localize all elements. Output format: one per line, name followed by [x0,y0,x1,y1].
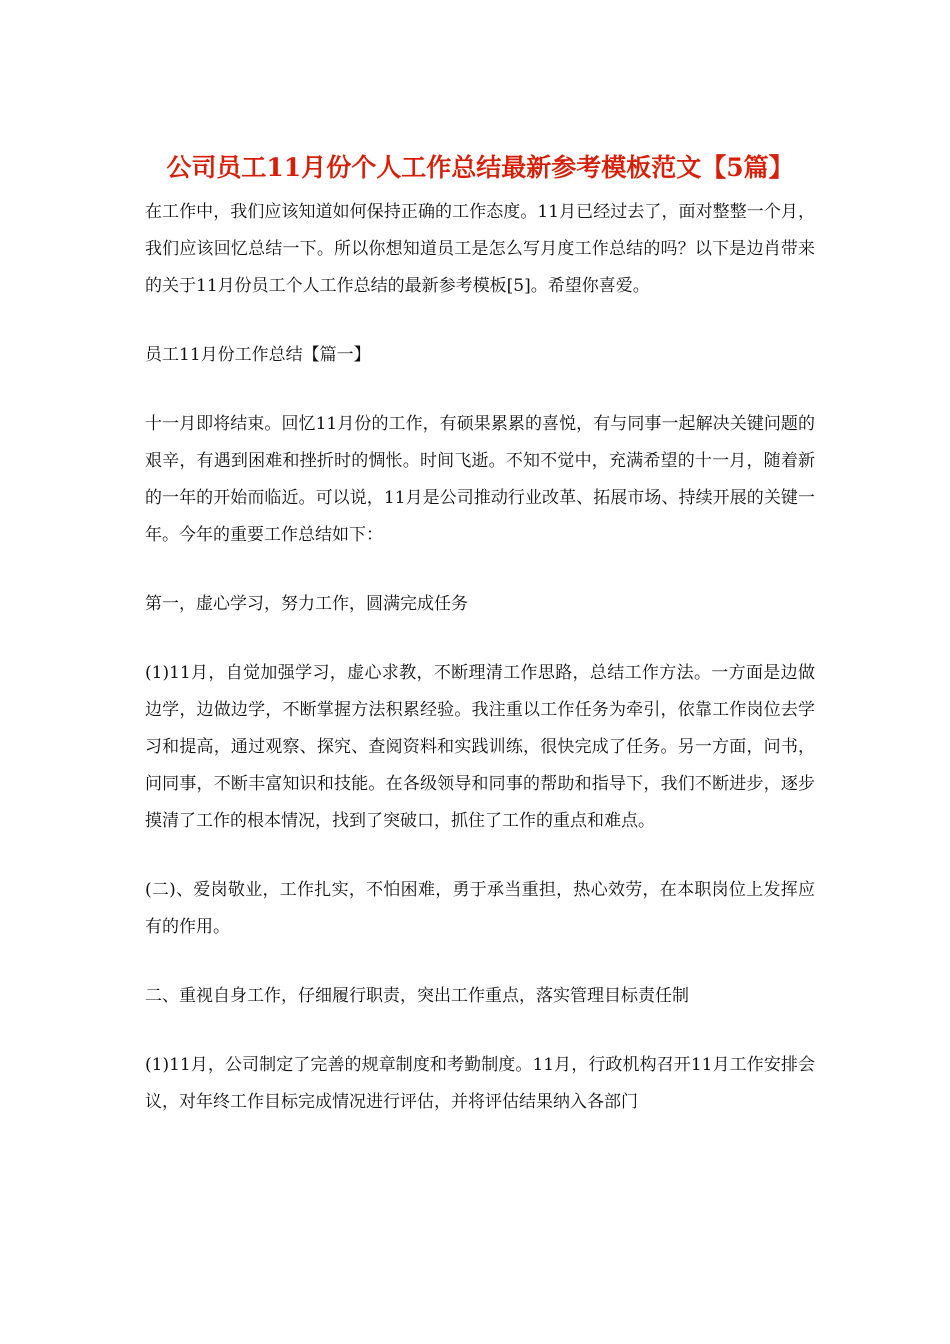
paragraph-gap [145,840,815,872]
section-heading: 员工11月份工作总结【篇一】 [145,345,371,365]
document-body [145,194,815,1121]
paragraph-gap [145,374,815,406]
paragraph-gap [145,946,815,978]
paragraph-gap [145,305,815,337]
paragraph-gap [145,623,815,655]
body-paragraph: (1)11月，公司制定了完善的规章制度和考勤制度。11月，行政机构召开11月工作安排会议，对年终工作目标完成情况进行评估，并将评估结果纳入各部门 [145,1055,815,1112]
subheading-paragraph: 二、重视自身工作，仔细履行职责，突出工作重点，落实管理目标责任制 [145,986,689,1006]
subheading-paragraph: 第一，虚心学习，努力工作，圆满完成任务 [145,594,468,614]
body-paragraph: (1)11月，自觉加强学习，虚心求教，不断理清工作思路，总结工作方法。一方面是边做边学，边做边学，不断掌握方法积累经验。我注重以工作任务为牵引，依靠工作岗位去学习和提高，通过观察、探究、查阅资料和实践训练，很快完成了任务。另一方面，问书，问同事，不断丰富知识和技能。在各级领导和同事的帮助和指导下，我们不断进步，逐步摸清了工作的根本情况，找到了突破口，抓住了工作的重点和难点。 [145,663,815,831]
body-paragraph: (二)、爱岗敬业，工作扎实，不怕困难，勇于承当重担，热心效劳，在本职岗位上发挥应有的作用。 [145,880,815,937]
document-title: 公司员工11月份个人工作总结最新参考模板范文【5篇】 [166,153,794,182]
body-paragraph: 十一月即将结束。回忆11月份的工作，有硕果累累的喜悦，有与同事一起解决关键问题的艰辛，有遇到困难和挫折时的惆怅。时间飞逝。不知不觉中，充满希望的十一月，随着新的一年的开始而临近。可以说，11月是公司推动行业改革、拓展市场、持续开展的关键一年。今年的重要工作总结如下： [145,414,815,545]
intro-paragraph: 在工作中，我们应该知道如何保持正确的工作态度。11月已经过去了，面对整整一个月，我们应该回忆总结一下。所以你想知道员工是怎么写月度工作总结的吗？以下是边肖带来的关于11月份员工个人工作总结的最新参考模板[5]。希望你喜爱。 [145,202,815,296]
paragraph-gap [145,554,815,586]
paragraph-gap [145,1015,815,1047]
